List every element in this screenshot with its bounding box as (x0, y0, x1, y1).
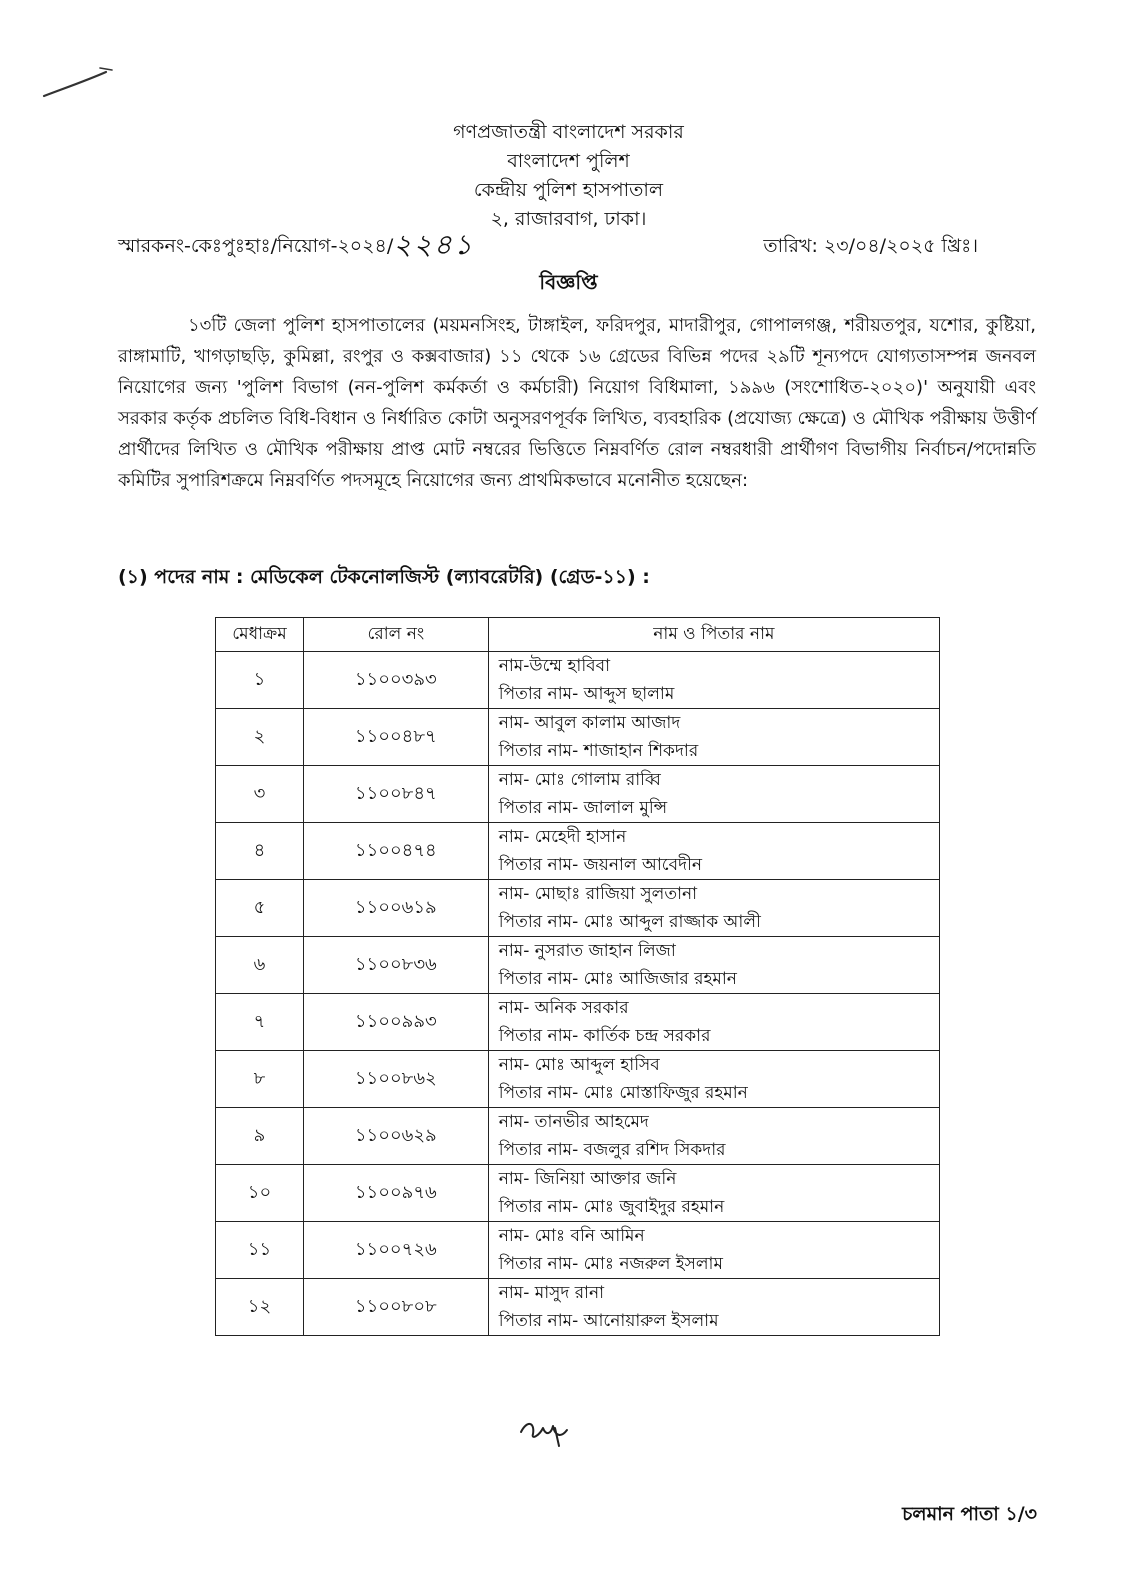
cell-rank: ২ (216, 709, 304, 766)
memo-date: তারিখ: ২৩/০৪/২০২৫ খ্রিঃ। (763, 235, 978, 257)
cell-rank: ১২ (216, 1279, 304, 1336)
father-name: পিতার নাম- মোঃ নজরুল ইসলাম (498, 1254, 723, 1274)
father-name: পিতার নাম- জয়নাল আবেদীন (498, 855, 703, 875)
letterhead-office: কেন্দ্রীয় পুলিশ হাসপাতাল (473, 179, 664, 201)
cell-name-father (488, 937, 939, 994)
header-name: নাম ও পিতার নাম (488, 618, 939, 652)
notice-body: ১৩টি জেলা পুলিশ হাসপাতালের (ময়মনসিংহ, টাঙ্গাইল, ফরিদপুর, মাদারীপুর, গোপালগঞ্জ, শরীয়তপুর, যশোর, কুষ্টিয়া, রাঙ্গামাটি, খাগড়াছড়ি, কুমিল্লা, রংপুর ও কক্সবাজার) ১১ থেকে ১৬ গ্রেডের বিভিন্ন পদের ২৯টি শূন্যপদে যোগ্যতাসম্পন্ন জনবল নিয়োগের জন্য 'পুলিশ বিভাগ (নন-পুলিশ কর্মকর্তা ও কর্মচারী) নিয়োগ বিধিমালা, ১৯৯৬ (সংশোধিত-২০২০)' অনুযায়ী এবং সরকার কর্তৃক প্রচলিত বিধি-বিধান ও নির্ধারিত কোটা অনুসরণপূর্বক লিখিত, ব্যবহারিক (প্রযোজ্য ক্ষেত্রে) ও মৌখিক পরীক্ষায় উত্তীর্ণ প্রার্থীদের লিখিত ও মৌখিক পরীক্ষায় প্রাপ্ত মোট নম্বরের ভিত্তিতে নিম্নবর্ণিত রোল নম্বরধারী প্রার্থীগণ বিভাগীয় নির্বাচন/পদোন্নতি কমিটির সুপারিশক্রমে নিম্নবর্ণিত পদসমূহে নিয়োগের জন্য প্রাথমিকভাবে মনোনীত হয়েছেন: (118, 315, 1036, 491)
father-name: পিতার নাম- বজলুর রশিদ সিকদার (498, 1140, 726, 1160)
table-row (216, 766, 940, 823)
cell-rank: ৫ (216, 880, 304, 937)
father-name: পিতার নাম- মোঃ জুবাইদুর রহমান (498, 1197, 725, 1217)
candidate-name: নাম- মেহেদী হাসান (498, 827, 627, 847)
cell-name-father (488, 1051, 939, 1108)
cell-roll: ১১০০৭২৬ (303, 1222, 488, 1279)
letterhead-address: ২, রাজারবাগ, ঢাকা। (490, 208, 647, 230)
merit-table-body (216, 652, 940, 1336)
cell-roll: ১১০০৪৮৭ (303, 709, 488, 766)
table-row (216, 823, 940, 880)
candidate-name: নাম- মোঃ গোলাম রাব্বি (498, 770, 661, 790)
memo-reference (118, 228, 474, 264)
page-continuation-note: চলমান পাতা ১/৩ (902, 1503, 1037, 1525)
letterhead-government: গণপ্রজাতন্ত্রী বাংলাদেশ সরকার (453, 121, 684, 143)
memo-handwritten-number: ২২৪১ (393, 228, 474, 261)
candidate-name: নাম- আবুল কালাম আজাদ (498, 713, 681, 733)
header-rank: মেধাক্রম (216, 618, 304, 652)
cell-rank: ৬ (216, 937, 304, 994)
notice-title: বিজ্ঞপ্তি (539, 270, 598, 294)
cell-name-father (488, 1222, 939, 1279)
cell-name-father (488, 994, 939, 1051)
table-row (216, 709, 940, 766)
table-row (216, 1165, 940, 1222)
candidate-name: নাম-উম্মে হাবিবা (498, 656, 611, 676)
cell-roll: ১১০০৮৩৬ (303, 937, 488, 994)
father-name: পিতার নাম- জালাল মুন্সি (498, 798, 668, 818)
cell-roll: ১১০০৯৯৩ (303, 994, 488, 1051)
father-name: পিতার নাম- কার্তিক চন্দ্র সরকার (498, 1026, 711, 1046)
table-row (216, 652, 940, 709)
cell-name-father (488, 1279, 939, 1336)
table-header-row (216, 618, 940, 652)
signature-mark (515, 1410, 575, 1450)
cell-roll: ১১০০৪৭৪ (303, 823, 488, 880)
post-title: (১) পদের নাম : মেডিকেল টেকনোলজিস্ট (ল্যাবরেটরি) (গ্রেড-১১) : (118, 566, 650, 588)
letterhead-department: বাংলাদেশ পুলিশ (507, 150, 630, 172)
candidate-name: নাম- মোঃ বনি আমিন (498, 1226, 645, 1246)
cell-roll: ১১০০৬২৯ (303, 1108, 488, 1165)
pen-stroke-mark (40, 62, 120, 102)
cell-rank: ৮ (216, 1051, 304, 1108)
merit-table (215, 617, 940, 1336)
table-row (216, 1108, 940, 1165)
cell-rank: ৯ (216, 1108, 304, 1165)
candidate-name: নাম- মাসুদ রানা (498, 1283, 605, 1303)
cell-roll: ১১০০৬১৯ (303, 880, 488, 937)
cell-rank: ৪ (216, 823, 304, 880)
cell-roll: ১১০০৮৬২ (303, 1051, 488, 1108)
cell-rank: ১ (216, 652, 304, 709)
header-roll: রোল নং (303, 618, 488, 652)
candidate-name: নাম- জিনিয়া আক্তার জনি (498, 1169, 677, 1189)
father-name: পিতার নাম- মোঃ মোস্তাফিজুর রহমান (498, 1083, 748, 1103)
cell-rank: ১০ (216, 1165, 304, 1222)
table-row (216, 880, 940, 937)
candidate-name: নাম- তানভীর আহমেদ (498, 1112, 649, 1132)
candidate-name: নাম- নুসরাত জাহান লিজা (498, 941, 676, 961)
memo-line (118, 228, 978, 262)
father-name: পিতার নাম- শাজাহান শিকদার (498, 741, 699, 761)
cell-roll: ১১০০৩৯৩ (303, 652, 488, 709)
table-row (216, 1051, 940, 1108)
cell-name-father (488, 652, 939, 709)
cell-roll: ১১০০৮০৮ (303, 1279, 488, 1336)
candidate-name: নাম- অনিক সরকার (498, 998, 629, 1018)
table-row (216, 1279, 940, 1336)
father-name: পিতার নাম- মোঃ আব্দুল রাজ্জাক আলী (498, 912, 761, 932)
cell-name-father (488, 1108, 939, 1165)
memo-prefix: স্মারকনং-কেঃপুঃহাঃ/নিয়োগ-২০২৪/ (118, 235, 394, 257)
table-row (216, 994, 940, 1051)
cell-name-father (488, 823, 939, 880)
table-row (216, 937, 940, 994)
candidate-name: নাম- মোঃ আব্দুল হাসিব (498, 1055, 660, 1075)
cell-roll: ১১০০৯৭৬ (303, 1165, 488, 1222)
letterhead (0, 118, 1137, 234)
cell-rank: ৩ (216, 766, 304, 823)
cell-name-father (488, 880, 939, 937)
candidate-name: নাম- মোছাঃ রাজিয়া সুলতানা (498, 884, 698, 904)
father-name: পিতার নাম- আব্দুস ছালাম (498, 684, 675, 704)
father-name: পিতার নাম- আনোয়ারুল ইসলাম (498, 1311, 719, 1331)
cell-name-father (488, 1165, 939, 1222)
cell-name-father (488, 709, 939, 766)
cell-roll: ১১০০৮৪৭ (303, 766, 488, 823)
cell-rank: ৭ (216, 994, 304, 1051)
table-row (216, 1222, 940, 1279)
cell-rank: ১১ (216, 1222, 304, 1279)
cell-name-father (488, 766, 939, 823)
father-name: পিতার নাম- মোঃ আজিজার রহমান (498, 969, 737, 989)
